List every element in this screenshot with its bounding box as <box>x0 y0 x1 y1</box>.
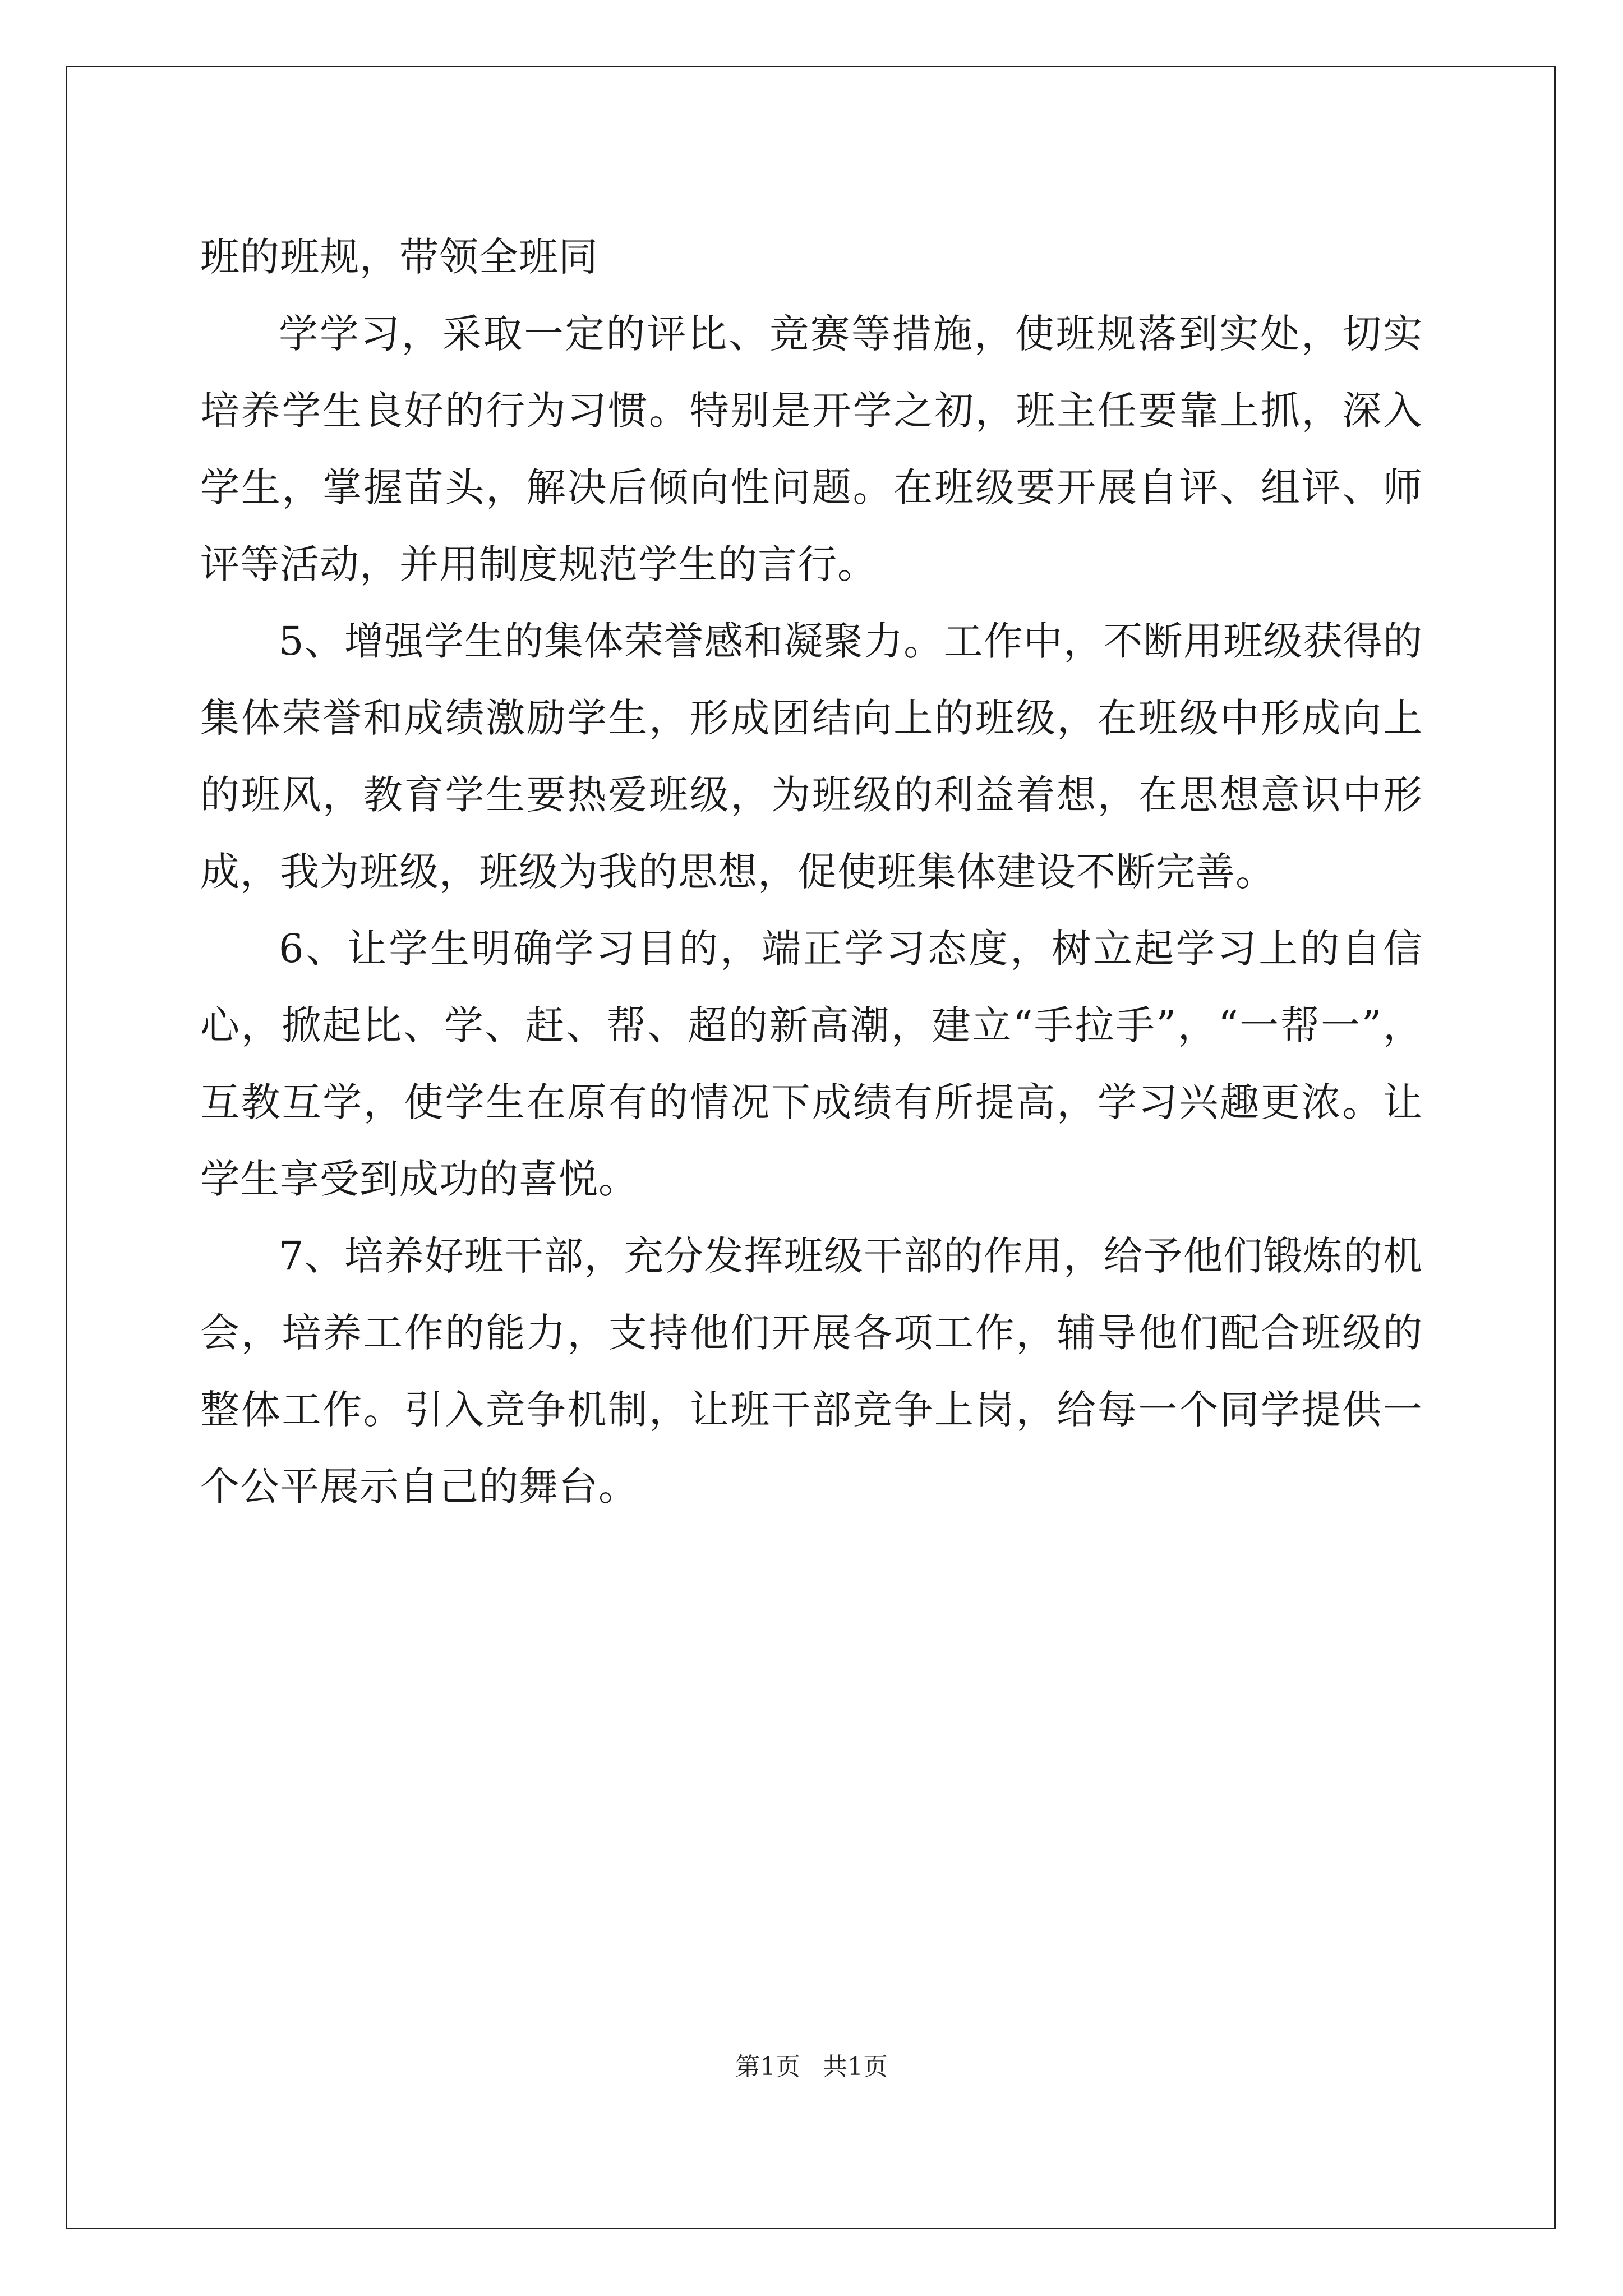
page-footer <box>0 2050 1623 2084</box>
paragraph-class-rules: 学学习，采取一定的评比、竞赛等措施，使班规落到实处，切实培养学生良好的行为习惯。特别是开学之初，班主任要靠上抓，深入学生，掌握苗头，解决后倾向性问题。在班级要开展自评、组评、师评等活动，并用制度规范学生的言行。 <box>200 311 1423 587</box>
page-total: 共1页 <box>823 2053 888 2081</box>
paragraph-item-7: 7、培养好班干部，充分发挥班级干部的作用，给予他们锻炼的机会，培养工作的能力，支持他们开展各项工作，辅导他们配合班级的整体工作。引入竞争机制，让班干部竞争上岗，给每一个同学提供一个公平展示自己的舞台。 <box>200 1233 1423 1510</box>
paragraph-item-6: 6、让学生明确学习目的，端正学习态度，树立起学习上的自信心，掀起比、学、赶、帮、超的新高潮，建立“手拉手”，“一帮一”，互教互学，使学生在原有的情况下成绩有所提高，学习兴趣更浓。让学生享受到成功的喜悦。 <box>200 926 1423 1202</box>
paragraph-continued: 班的班规，带领全班同 <box>200 234 598 280</box>
page-number: 第1页 <box>735 2053 800 2081</box>
document-body <box>200 219 1423 1525</box>
paragraph-item-5: 5、增强学生的集体荣誉感和凝聚力。工作中，不断用班级获得的集体荣誉和成绩激励学生，形成团结向上的班级，在班级中形成向上的班风，教育学生要热爱班级，为班级的利益着想，在思想意识中形成，我为班级，班级为我的思想，促使班集体建设不断完善。 <box>200 618 1423 895</box>
